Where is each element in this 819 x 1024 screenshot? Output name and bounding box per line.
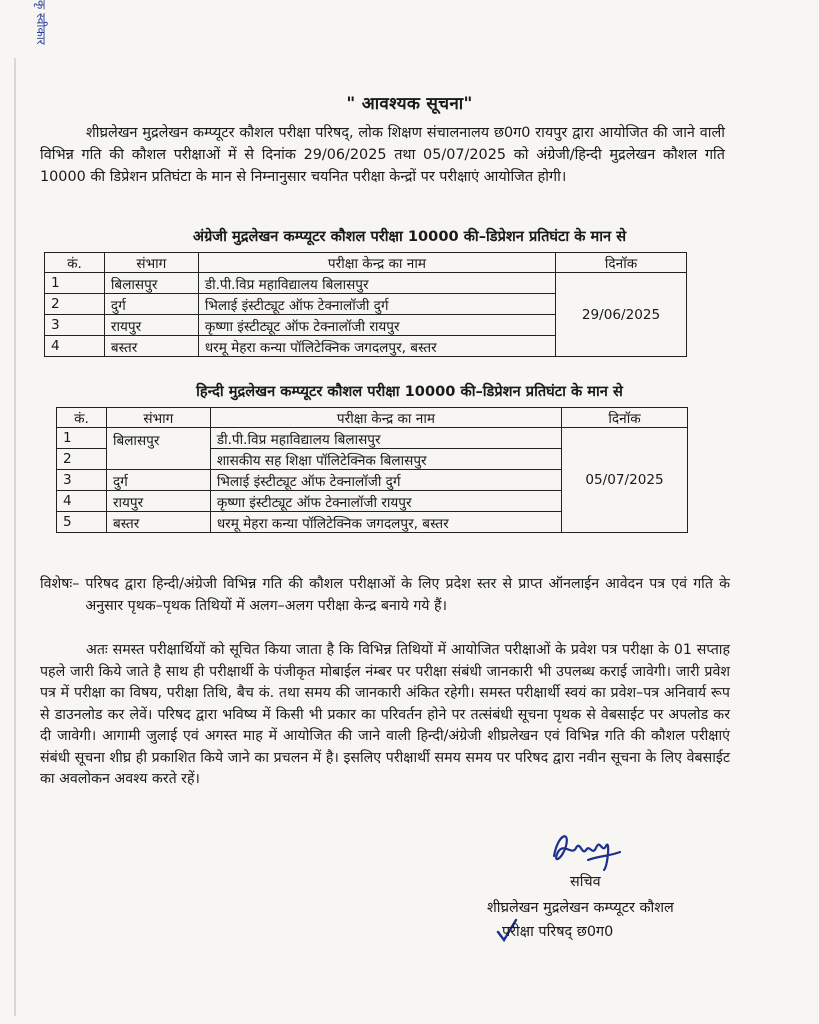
- intro-paragraph: शीघ्रलेखन मुद्रलेखन कम्प्यूटर कौशल परीक्षा परिषद्, लोक शिक्षण संचालनालय छ0ग0 रायपुर द्वारा आयोजित की जाने वाली विभिन्न गति की कौशल परीक्षाओं में से दिनांक 29/06/2025 तथा 05/07/2025 को अंग्रेजी/हिन्दी मुद्रलेखन कौशल गति 10000 की डिप्रेशन प्रतिघंटा के मान से निम्नानुसार चयनित परीक्षा केन्द्रों पर परीक्षाएं आयोजित होगी।: [40, 125, 725, 185]
- exam-date: 05/07/2025: [562, 428, 688, 533]
- row-number: 1: [57, 428, 107, 449]
- table-header-row: [45, 253, 687, 273]
- col-header-date: दिनॉक: [562, 408, 688, 428]
- row-division: रायपुर: [104, 315, 198, 336]
- special-note: [40, 574, 730, 617]
- row-number: 4: [45, 336, 105, 357]
- table-row: [57, 428, 688, 449]
- signature-image: [548, 826, 628, 874]
- table-header-row: [57, 408, 688, 428]
- row-center: शासकीय सह शिक्षा पॉलिटेक्निक बिलासपुर: [210, 449, 561, 470]
- row-division: बिलासपुर: [104, 273, 198, 294]
- row-number: 4: [57, 491, 107, 512]
- row-division: बस्तर: [104, 336, 198, 357]
- row-number: 5: [57, 512, 107, 533]
- row-number: 3: [45, 315, 105, 336]
- hindi-section-title: हिन्दी मुद्रलेखन कम्प्यूटर कौशल परीक्षा 10000 की–डिप्रेशन प्रतिघंटा के मान से: [196, 383, 623, 400]
- note-label: विशेषः–: [40, 576, 80, 592]
- notice-heading: " आवश्यक सूचना": [346, 94, 473, 114]
- handwritten-corner-note: कृ स्वीकार: [34, 0, 48, 45]
- row-number: 2: [45, 294, 105, 315]
- page-edge-shadow: [14, 58, 16, 1016]
- row-division: दुर्ग: [106, 470, 210, 491]
- row-center: धरमू मेहरा कन्या पॉलिटेक्निक जगदलपुर, बस्तर: [198, 336, 555, 357]
- table-row: [45, 273, 687, 294]
- row-center: भिलाई इंस्टीट्यूट ऑफ टेक्नालॉजी दुर्ग: [198, 294, 555, 315]
- row-number: 1: [45, 273, 105, 294]
- row-division: रायपुर: [106, 491, 210, 512]
- col-header-center: परीक्षा केन्द्र का नाम: [210, 408, 561, 428]
- row-center: डी.पी.विप्र महाविद्यालय बिलासपुर: [210, 428, 561, 449]
- col-header-no: कं.: [45, 253, 105, 273]
- exam-date: 29/06/2025: [556, 273, 687, 357]
- row-division: बिलासपुर: [106, 428, 210, 470]
- col-header-date: दिनॉक: [556, 253, 687, 273]
- row-center: कृष्णा इंस्टीट्यूट ऑफ टेक्नालॉजी रायपुर: [198, 315, 555, 336]
- row-center: डी.पी.विप्र महाविद्यालय बिलासपुर: [198, 273, 555, 294]
- row-center: कृष्णा इंस्टीट्यूट ऑफ टेक्नालॉजी रायपुर: [210, 491, 561, 512]
- office-name-line2: परीक्षा परिषद् छ0ग0: [502, 924, 614, 940]
- instructions-paragraph: अतः समस्त परीक्षार्थियों को सूचित किया जाता है कि विभिन्न तिथियों में आयोजित परीक्षाओं के प्रवेश पत्र परीक्षा के 01 सप्ताह पहले जारी किये जाते है साथ ही परीक्षार्थी के पंजीकृत मोबाईल नंम्बर पर परीक्षा संबंधी जानकारी भी उपलब्ध कराई जावेगी। जारी प्रवेश पत्र में परीक्षा का विषय, परीक्षा तिथि, बैच कं. तथा समय की जानकारी अंकित रहेगी। समस्त परीक्षार्थी स्वयं का प्रवेश–पत्र अनिवार्य रूप से डाउनलोड कर लेवें। परिषद द्वारा भविष्य में किसी भी प्रकार का परिवर्तन होने पर तत्संबंधी सूचना पृथक से वेबसाईट पर अपलोड कर दी जावेगी। आगामी जुलाई एवं अगस्त माह में आयोजित की जाने वाली हिन्दी/अंग्रेजी शीघ्रलेखन एवं विभिन्न गति की कौशल परीक्षाएं संबंधी सूचना शीघ्र ही प्रकाशित किये जाने का प्रचलन में है। इसलिए परीक्षार्थी समय समय पर परिषद द्वारा नवीन सूचना के लिए वेबसाईट का अवलोकन अवश्य करते रहें।: [40, 642, 730, 787]
- row-division: बस्तर: [106, 512, 210, 533]
- hindi-centers-table: [56, 407, 688, 533]
- col-header-division: संभाग: [106, 408, 210, 428]
- english-section-title: अंग्रेजी मुद्रलेखन कम्प्यूटर कौशल परीक्षा 10000 की–डिप्रेशन प्रतिघंटा के मान से: [192, 228, 627, 245]
- row-center: भिलाई इंस्टीट्यूट ऑफ टेक्नालॉजी दुर्ग: [210, 470, 561, 491]
- signatory-title: सचिव: [570, 874, 601, 890]
- col-header-center: परीक्षा केन्द्र का नाम: [198, 253, 555, 273]
- english-centers-table: [44, 252, 687, 357]
- row-division: दुर्ग: [104, 294, 198, 315]
- col-header-division: संभाग: [104, 253, 198, 273]
- row-number: 2: [57, 449, 107, 470]
- note-text: परिषद द्वारा हिन्दी/अंग्रेजी विभिन्न गति की कौशल परीक्षाओं के लिए प्रदेश स्तर से प्राप्त ऑनलाईन आवेदन पत्र एवं गति के अनुसार पृथक–पृथक तिथियों में अलग–अलग परीक्षा केन्द्र बनाये गये हैं।: [85, 576, 730, 614]
- office-name-line1: शीघ्रलेखन मुद्रलेखन कम्प्यूटर कौशल: [487, 900, 674, 916]
- row-number: 3: [57, 470, 107, 491]
- row-center: धरमू मेहरा कन्या पॉलिटेक्निक जगदलपुर, बस्तर: [210, 512, 561, 533]
- col-header-no: कं.: [57, 408, 107, 428]
